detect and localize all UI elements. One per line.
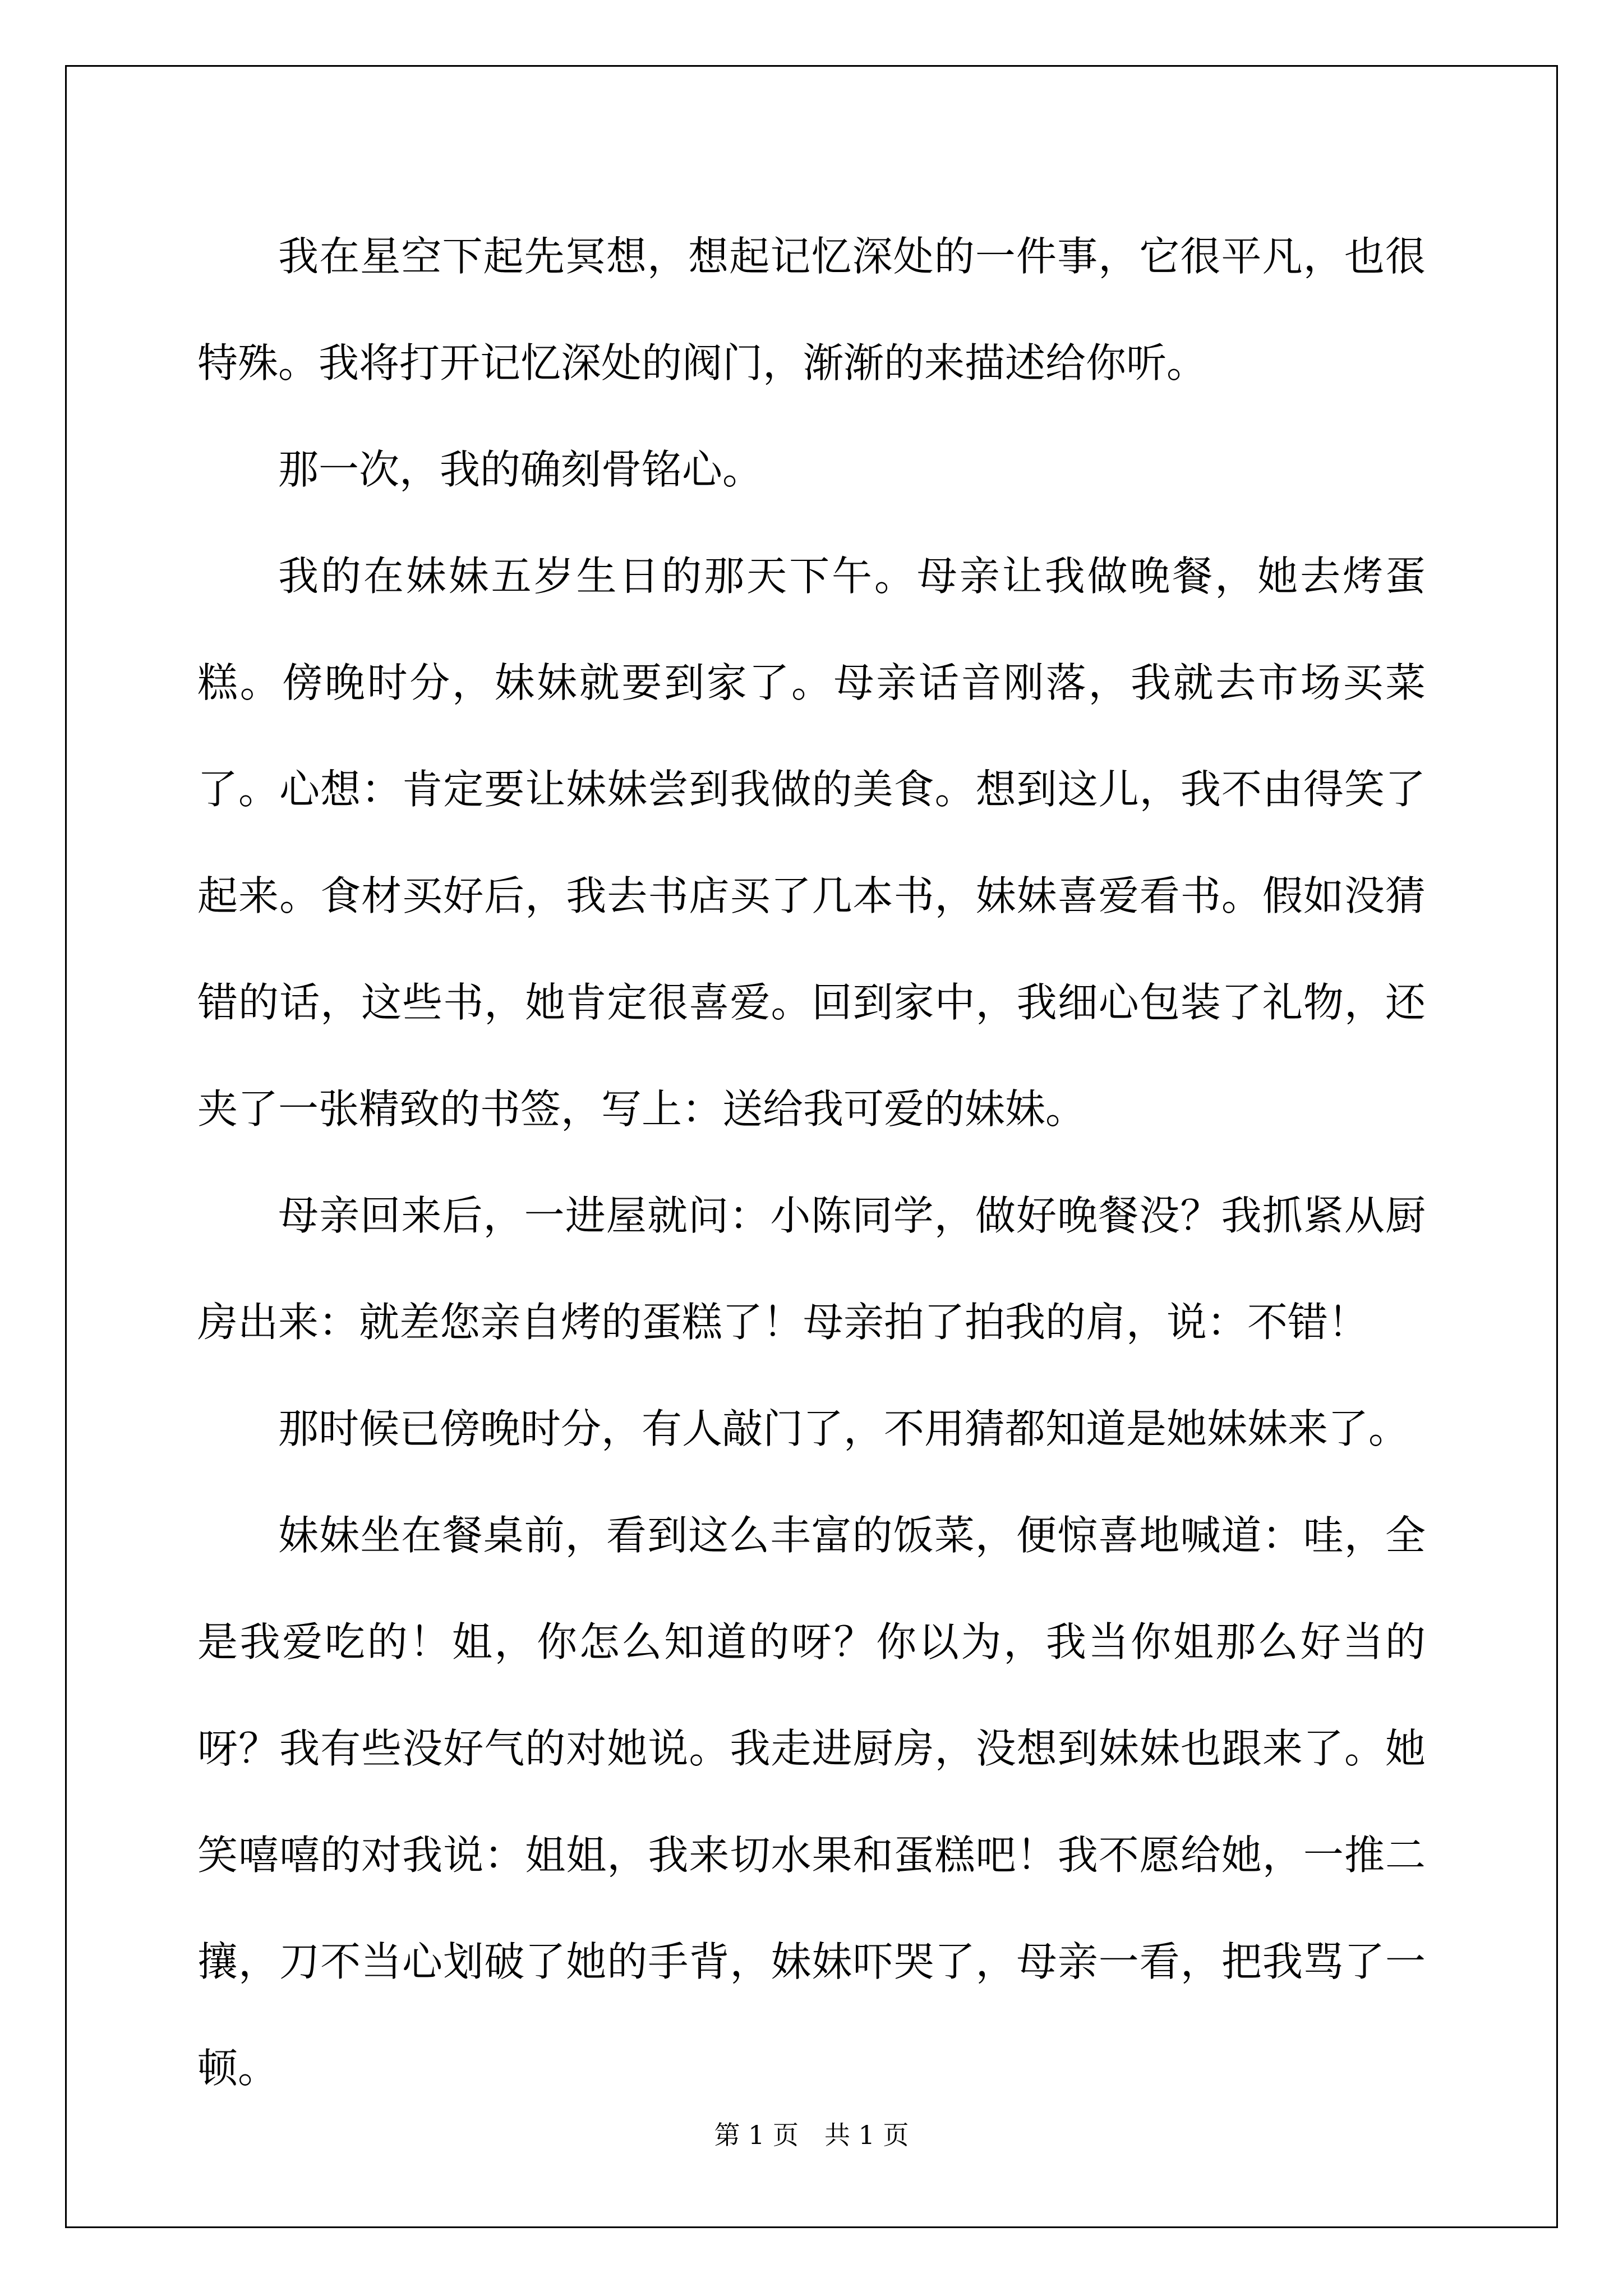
paragraph: 我在星空下起先冥想，想起记忆深处的一件事，它很平凡，也很特殊。我将打开记忆深处的阀门，渐渐的来描述给你听。 xyxy=(197,233,1426,386)
document-body xyxy=(197,203,1426,2122)
paragraph: 妹妹坐在餐桌前，看到这么丰富的饭菜，便惊喜地喊道：哇，全是我爱吃的！姐，你怎么知道的呀？你以为，我当你姐那么好当的呀？我有些没好气的对她说。我走进厨房，没想到妹妹也跟来了。她笑嘻嘻的对我说：姐姐，我来切水果和蛋糕吧！我不愿给她，一推二攘，刀不当心划破了她的手背，妹妹吓哭了，母亲一看，把我骂了一顿。 xyxy=(197,1512,1426,2092)
paragraph: 那时候已傍晚时分，有人敲门了，不用猜都知道是她妹妹来了。 xyxy=(278,1405,1409,1452)
paragraph: 那一次，我的确刻骨铭心。 xyxy=(278,446,763,493)
page-number-footer: 第 1 页 共 1 页 xyxy=(714,2120,909,2150)
paragraph: 母亲回来后，一进屋就问：小陈同学，做好晚餐没？我抓紧从厨房出来：就差您亲自烤的蛋糕了！母亲拍了拍我的肩，说：不错！ xyxy=(197,1192,1426,1346)
paragraph: 我的在妹妹五岁生日的那天下午。母亲让我做晚餐，她去烤蛋糕。傍晚时分，妹妹就要到家了。母亲话音刚落，我就去市场买菜了。心想：肯定要让妹妹尝到我做的美食。想到这儿，我不由得笑了起来。食材买好后，我去书店买了几本书，妹妹喜爱看书。假如没猜错的话，这些书，她肯定很喜爱。回到家中，我细心包装了礼物，还夹了一张精致的书签，写上：送给我可爱的妹妹。 xyxy=(197,553,1426,1133)
